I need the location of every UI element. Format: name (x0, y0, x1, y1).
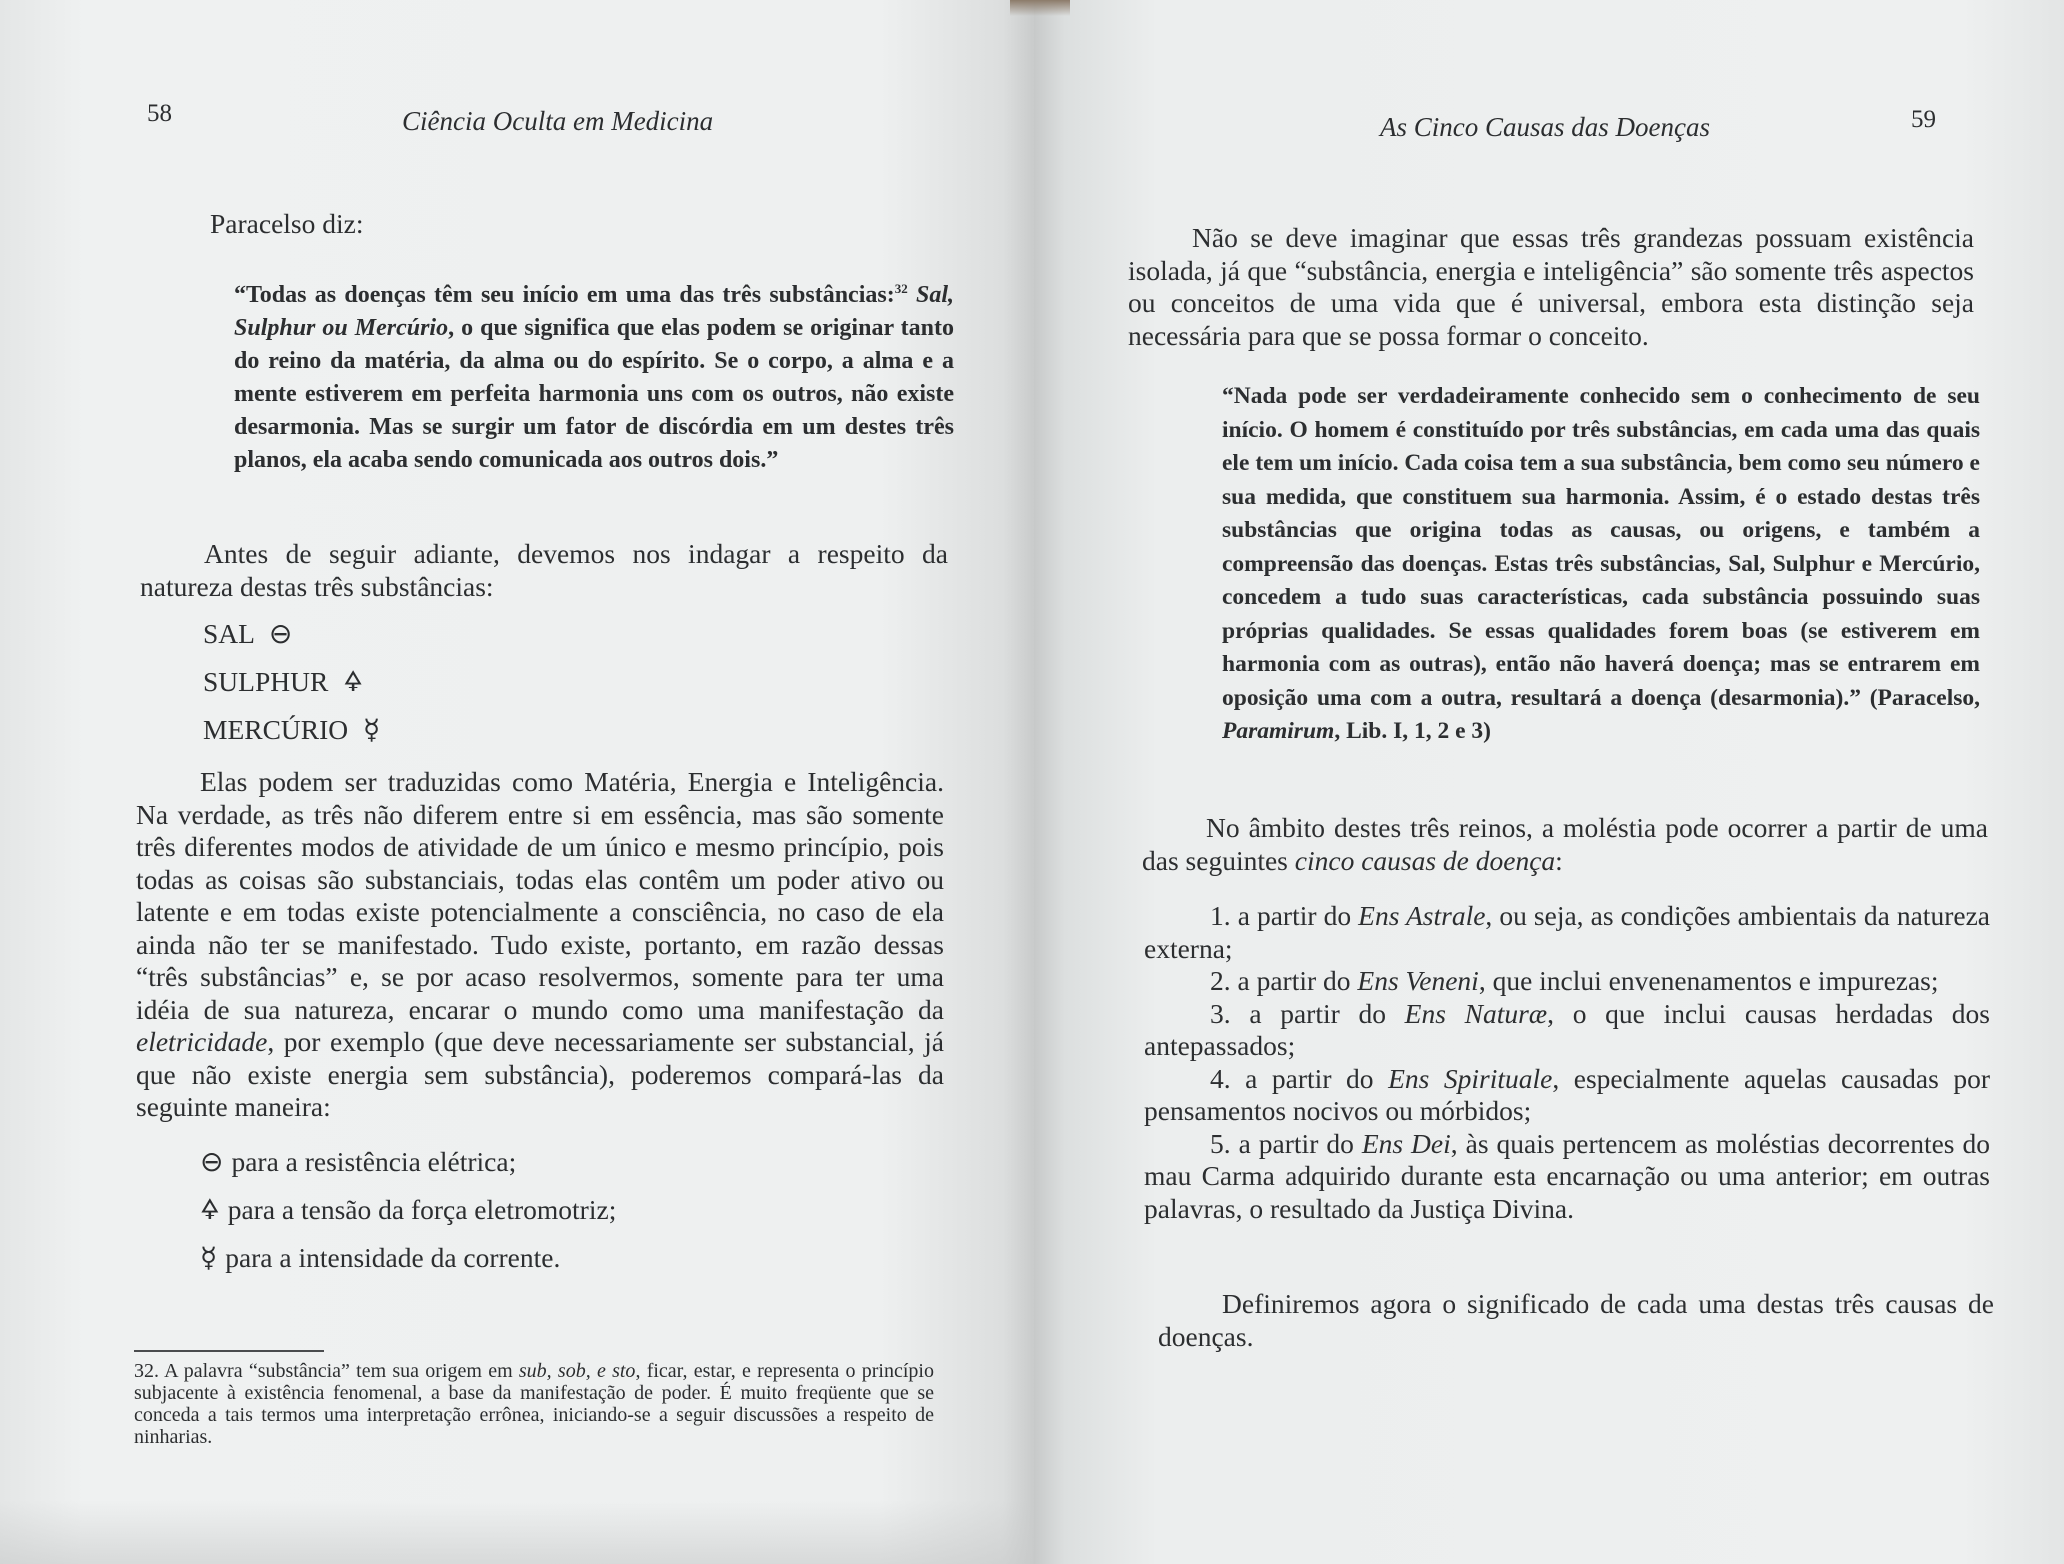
paragraph-text: Não se deve imaginar que essas três grandezas possuam existência isolada, já que “substância, energia e inteligência” são somente três aspectos ou conceitos de uma vida que é universal, embora esta distinção seja necessária para que se possa formar o conceito. (1128, 222, 1974, 351)
cause-lead: 3. a partir do (1210, 997, 1405, 1029)
comparison-list (200, 1138, 616, 1282)
paragraph-text-part: : (1555, 844, 1563, 876)
list-item (200, 1138, 616, 1186)
list-item (1144, 900, 1990, 965)
book-gutter (1010, 0, 1070, 16)
quote-text: “Todas as doenças têm seu início em uma das três substâncias: (234, 282, 895, 308)
page-shadow (0, 1500, 1034, 1564)
paragraph-text: Definiremos agora o significado de cada uma destas três causas de doenças. (1158, 1288, 1994, 1352)
substance-name: SAL (203, 618, 254, 649)
footnote (134, 1360, 934, 1448)
paragraph-italic: eletricidade (136, 1026, 268, 1057)
cause-text: , o que inclui causas herdadas dos antepassados; (1144, 997, 1990, 1061)
cause-text: , ou seja, as condições ambientais da natureza externa; (1144, 900, 1990, 964)
mercury-symbol-icon: ☿ (200, 1241, 218, 1274)
page-number: 58 (147, 100, 172, 127)
running-head: Ciência Oculta em Medicina (402, 106, 714, 136)
quote-text-continued: , Lib. I, 1, 2 e 3) (1334, 718, 1491, 744)
cause-name: Ens Naturæ (1404, 997, 1548, 1029)
cause-text: , às quais pertencem as moléstias decorrentes do mau Carma adquirido durante esta encarnação ou uma anterior; em outras palavras, o resultado da Justiça Divina. (1144, 1127, 1990, 1224)
mercury-symbol-icon: ☿ (363, 713, 381, 746)
running-head: As Cinco Causas das Doenças (1380, 112, 1710, 142)
cause-lead: 2. a partir do (1210, 965, 1358, 996)
paragraph (140, 538, 948, 603)
comparison-text: para a resistência elétrica; (231, 1146, 517, 1177)
list-item (1144, 1128, 1990, 1226)
cause-text: , que inclui envenenamentos e impurezas; (1478, 965, 1939, 996)
substances-list (203, 610, 380, 754)
substance-name: MERCÚRIO (203, 714, 349, 745)
list-item (1144, 965, 1990, 998)
footnote-divider (134, 1350, 324, 1352)
paragraph (1142, 812, 1988, 877)
right-page (1034, 0, 2064, 1564)
substance-name: SULPHUR (203, 666, 329, 697)
paragraph-text-part: , por exemplo (que deve necessariamente ser substancial, já que não existe energia sem substância), poderemos compará-las da seguinte maneira: (136, 1026, 944, 1122)
paragraph-text (136, 766, 944, 1124)
footnote-italic: sub, sob, e sto (518, 1360, 636, 1382)
list-item (203, 610, 380, 658)
cause-name: Ens Veneni (1357, 965, 1479, 996)
comparison-text: para a tensão da força eletromotriz; (227, 1194, 617, 1225)
list-item (1144, 998, 1990, 1063)
paragraph-text (1142, 812, 1988, 877)
block-quote (234, 272, 954, 477)
cause-lead: 4. a partir do (1210, 1062, 1389, 1094)
causes-list (1144, 900, 1990, 1225)
quote-text-continued: , o que significa que elas podem se originar tanto do reino da matéria, da alma ou do espírito. Se o corpo, a alma e a mente estiverem em perfeita harmonia uns com os outros, não existe desarmonia. Mas se surgir um fator de discórdia em um destes três planos, ela acaba sendo comunicada aos outros dois.” (234, 315, 954, 473)
quote-intro: Paracelso diz: (210, 208, 364, 239)
cause-lead: 5. a partir do (1210, 1127, 1362, 1159)
list-item (203, 658, 380, 706)
cause-name: Ens Spirituale (1388, 1062, 1553, 1094)
sulphur-symbol-icon: 🜍 (343, 665, 363, 698)
salt-symbol-icon: ⊖ (268, 617, 293, 650)
list-item (200, 1234, 616, 1282)
paragraph (1128, 222, 1974, 352)
page-number: 59 (1911, 106, 1936, 133)
footnote-reference: 32 (894, 281, 908, 296)
paragraph-text-part: No âmbito destes três reinos, a moléstia pode ocorrer a partir de uma das seguintes (1142, 812, 1988, 876)
cause-lead: 1. a partir do (1210, 900, 1359, 931)
list-item (200, 1186, 616, 1234)
quote-italic: Sal, Sulphur ou Mercúrio (234, 282, 955, 341)
paragraph-text-part: Elas podem ser traduzidas como Matéria, Energia e Inteligência. Na verdade, as três não diferem entre si em essência, mas são somente três diferentes modos de atividade de um único e mesmo princípio, pois todas as coisas são substanciais, todas elas contêm um poder ativo ou latente e em todas existe potencialmente a consciência, no caso de ela ainda não ter se manifestado. Tudo existe, portanto, em razão dessas “três substâncias” e, se por acaso resolvermos, somente para ter uma idéia de sua natureza, encarar o mundo como uma manifestação da (136, 766, 944, 1025)
paragraph-italic: cinco causas de doença (1294, 844, 1556, 876)
list-item (1144, 1063, 1990, 1128)
block-quote (1222, 380, 1980, 749)
paragraph (1158, 1288, 1994, 1353)
footnote-text: 32. A palavra “substância” tem sua origem em (134, 1360, 519, 1382)
footnote-text: , ficar, estar, e representa o princípio subjacente à existência fenomenal, a base da manifestação de poder. É muito freqüente que se conceda a tais termos uma interpretação errônea, iniciando-se a seguir discussões a respeito de ninharias. (134, 1360, 934, 1448)
paragraph (136, 766, 944, 1124)
cause-name: Ens Astrale (1358, 900, 1486, 931)
list-item (203, 706, 380, 754)
paragraph-text: Antes de seguir adiante, devemos nos indagar a respeito da natureza destas três substâncias: (140, 538, 948, 602)
quote-text: “Nada pode ser verdadeiramente conhecido sem o conhecimento de seu início. O homem é constituído por três substâncias, em cada uma das quais ele tem um início. Cada coisa tem a sua substância, bem como seu número e sua medida, que constituem sua harmonia. Assim, é o estado destas três substâncias que origina todas as causas, ou origens, e também a compreensão das doenças. Estas três substâncias, Sal, Sulphur e Mercúrio, concedem a tudo suas características, cada substância possuindo suas próprias qualidades. Se essas qualidades forem boas (se estiverem em harmonia com as outras), então não haverá doença; mas se entrarem em oposição uma com a outra, resultará a doença (desarmonia).” (Paracelso, (1222, 383, 1980, 711)
sulphur-symbol-icon: 🜍 (200, 1193, 220, 1226)
cause-name: Ens Dei (1361, 1127, 1451, 1159)
quote-italic: Paramirum (1222, 718, 1335, 744)
cause-text: , especialmente aquelas causadas por pensamentos nocivos ou mórbidos; (1144, 1062, 1990, 1126)
salt-symbol-icon: ⊖ (200, 1145, 224, 1178)
comparison-text: para a intensidade da corrente. (225, 1242, 561, 1273)
